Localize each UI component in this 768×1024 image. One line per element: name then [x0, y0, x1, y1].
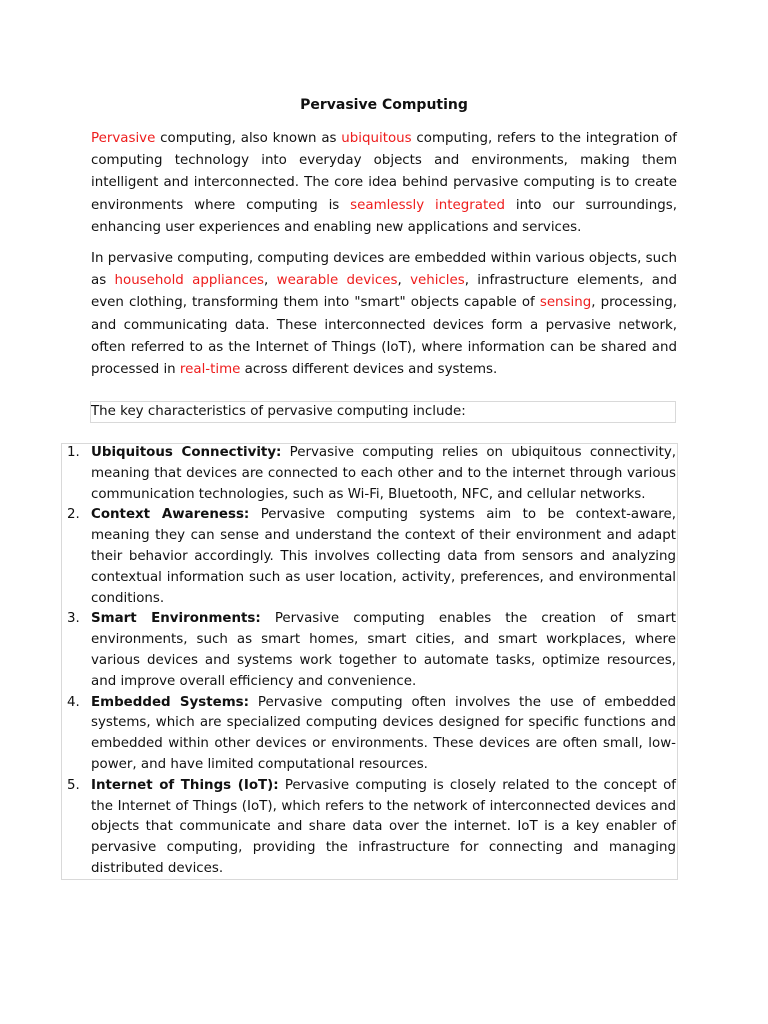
list-item — [61, 693, 678, 776]
list-item — [61, 609, 678, 692]
key-intro-text: The key characteristics of pervasive computing include: — [91, 404, 466, 419]
list-text: Pervasive computing often involves the use of embedded systems, which are specialized computing devices designed for specific functions and embedded within other devices or environments. These devices are often small, low-power, and have limited computational resources. — [91, 694, 676, 772]
list-item — [61, 505, 678, 609]
para2-sep-1: , — [264, 273, 277, 289]
intro-paragraph — [91, 128, 677, 239]
list-term: Embedded Systems: — [91, 694, 249, 710]
characteristics-list — [61, 443, 678, 880]
list-number: 1. — [67, 445, 80, 460]
list-term: Internet of Things (IoT): — [91, 777, 279, 793]
list-number: 4. — [67, 694, 80, 710]
page-title: Pervasive Computing — [300, 97, 468, 113]
list-item — [61, 443, 678, 505]
list-number: 2. — [67, 507, 80, 523]
highlight-real-time: real-time — [179, 362, 241, 378]
highlight-sensing: sensing — [539, 295, 592, 311]
para2-text-4: across different devices and systems. — [240, 362, 498, 378]
list-term: Smart Environments: — [91, 611, 261, 627]
highlight-wearable-devices: wearable devices — [276, 273, 398, 289]
para1-text-2: computing, refers to the integration of computing technology into everyday objects and environments, making them intelligent and interconnected. The core idea behind pervasive computing is to create environments where computing is — [91, 131, 677, 213]
highlight-household-appliances: household appliances — [114, 273, 265, 289]
list-text: Pervasive computing systems aim to be context-aware, meaning they can sense and understand the context of their environment and adapt their behavior accordingly. This involves collecting data from sensors and analyzing contextual information such as user location, activity, preferences, and environmental conditions. — [91, 507, 676, 606]
para1-text-3: into our surroundings, enhancing user experiences and enabling new applications and services. — [91, 197, 677, 235]
highlight-vehicles: vehicles — [410, 273, 465, 289]
list-number: 5. — [67, 777, 80, 793]
highlight-ubiquitous: ubiquitous — [341, 131, 412, 146]
list-number: 3. — [67, 611, 80, 627]
list-text: Pervasive computing relies on ubiquitous connectivity, meaning that devices are connected to each other and to the internet through various communication technologies, such as Wi-Fi, Bluetooth, NFC, and cellular networks. — [91, 445, 676, 502]
highlight-pervasive: Pervasive — [91, 131, 156, 146]
para1-text-1: computing, also known as — [155, 131, 342, 146]
para2-sep-2: , — [397, 273, 411, 289]
list-text: Pervasive computing is closely related to the concept of the Internet of Things (IoT), which refers to the network of interconnected devices and objects that communicate and share data over the internet. IoT is a key enabler of pervasive computing, providing the infrastructure for connecting and managing distributed devices. — [91, 777, 676, 876]
para2-text-1: In pervasive computing, computing devices are embedded within various objects, such as — [91, 251, 677, 289]
devices-paragraph — [91, 248, 677, 381]
list-text: Pervasive computing enables the creation of smart environments, such as smart homes, smart cities, and smart workplaces, where various devices and systems work together to automate tasks, optimize resources, and improve overall efficiency and convenience. — [91, 611, 676, 689]
list-term: Context Awareness: — [91, 507, 250, 523]
list-term: Ubiquitous Connectivity: — [91, 445, 282, 460]
highlight-seamlessly-integrated: seamlessly integrated — [350, 197, 505, 213]
list-item — [61, 776, 678, 880]
para2-text-3: , processing, and communicating data. These interconnected devices form a pervasive network, often referred to as the Internet of Things (IoT), where information can be shared and processed in — [91, 295, 677, 378]
para2-text-2: , infrastructure elements, and even clothing, transforming them into "smart" objects capable of — [91, 273, 677, 311]
